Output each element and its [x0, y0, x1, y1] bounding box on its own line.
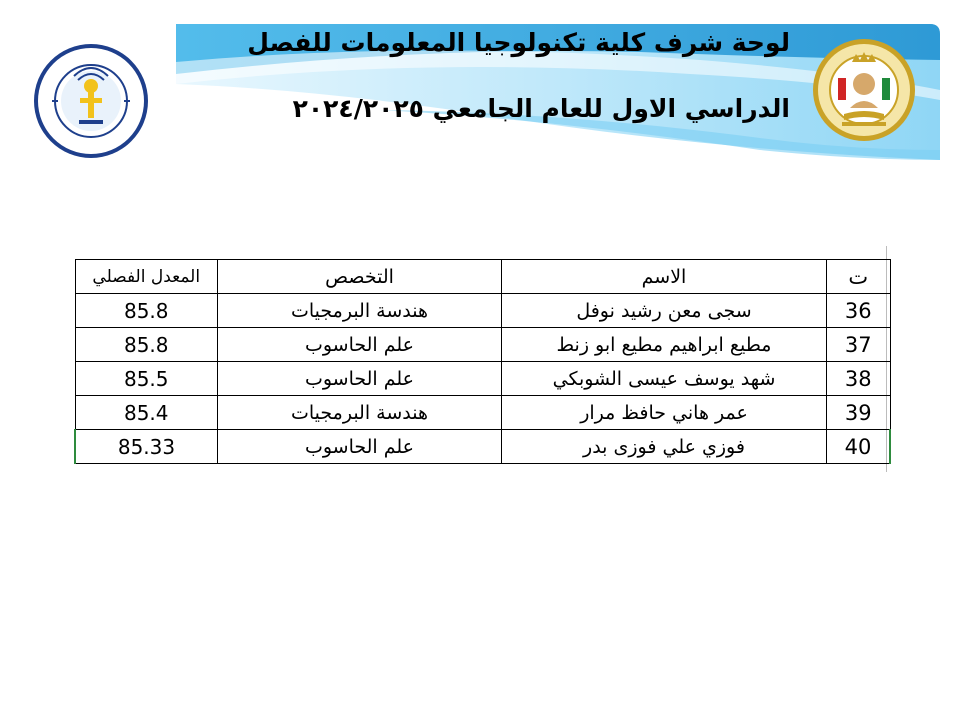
- cell-major: هندسة البرمجيات: [218, 294, 502, 328]
- cell-name: فوزي علي فوزى بدر: [502, 430, 827, 464]
- page-title: لوحة شرف كلية تكنولوجيا المعلومات للفصل: [247, 28, 790, 57]
- cell-number: 38: [827, 362, 891, 396]
- cell-gpa: 85.8: [75, 328, 218, 362]
- table-row: [75, 328, 890, 362]
- university-logo: [812, 38, 916, 142]
- cell-gpa: 85.8: [75, 294, 218, 328]
- page-subtitle: الدراسي الاول للعام الجامعي ٢٠٢٤/٢٠٢٥: [292, 94, 790, 123]
- cell-gpa: 85.4: [75, 396, 218, 430]
- cell-major: هندسة البرمجيات: [218, 396, 502, 430]
- col-header-major: التخصص: [218, 260, 502, 294]
- cell-number: 36: [827, 294, 891, 328]
- cell-gpa: 85.33: [75, 430, 218, 464]
- col-header-number: ت: [827, 260, 891, 294]
- table-row: [75, 430, 890, 464]
- honor-roll-table: [74, 259, 891, 464]
- cell-major: علم الحاسوب: [218, 430, 502, 464]
- cell-name: شهد يوسف عيسى الشوبكي: [502, 362, 827, 396]
- cell-name: عمر هاني حافظ مرار: [502, 396, 827, 430]
- cell-gpa: 85.5: [75, 362, 218, 396]
- table-header-row: [75, 260, 890, 294]
- cell-name: سجى معن رشيد نوفل: [502, 294, 827, 328]
- col-header-name: الاسم: [502, 260, 827, 294]
- table-row: [75, 294, 890, 328]
- cell-number: 40: [827, 430, 891, 464]
- table-row: [75, 396, 890, 430]
- cell-number: 39: [827, 396, 891, 430]
- cell-number: 37: [827, 328, 891, 362]
- cell-major: علم الحاسوب: [218, 328, 502, 362]
- faculty-logo: [32, 42, 150, 160]
- cell-major: علم الحاسوب: [218, 362, 502, 396]
- table-row: [75, 362, 890, 396]
- cell-name: مطيع ابراهيم مطيع ابو زنط: [502, 328, 827, 362]
- col-header-gpa: المعدل الفصلي: [75, 260, 218, 294]
